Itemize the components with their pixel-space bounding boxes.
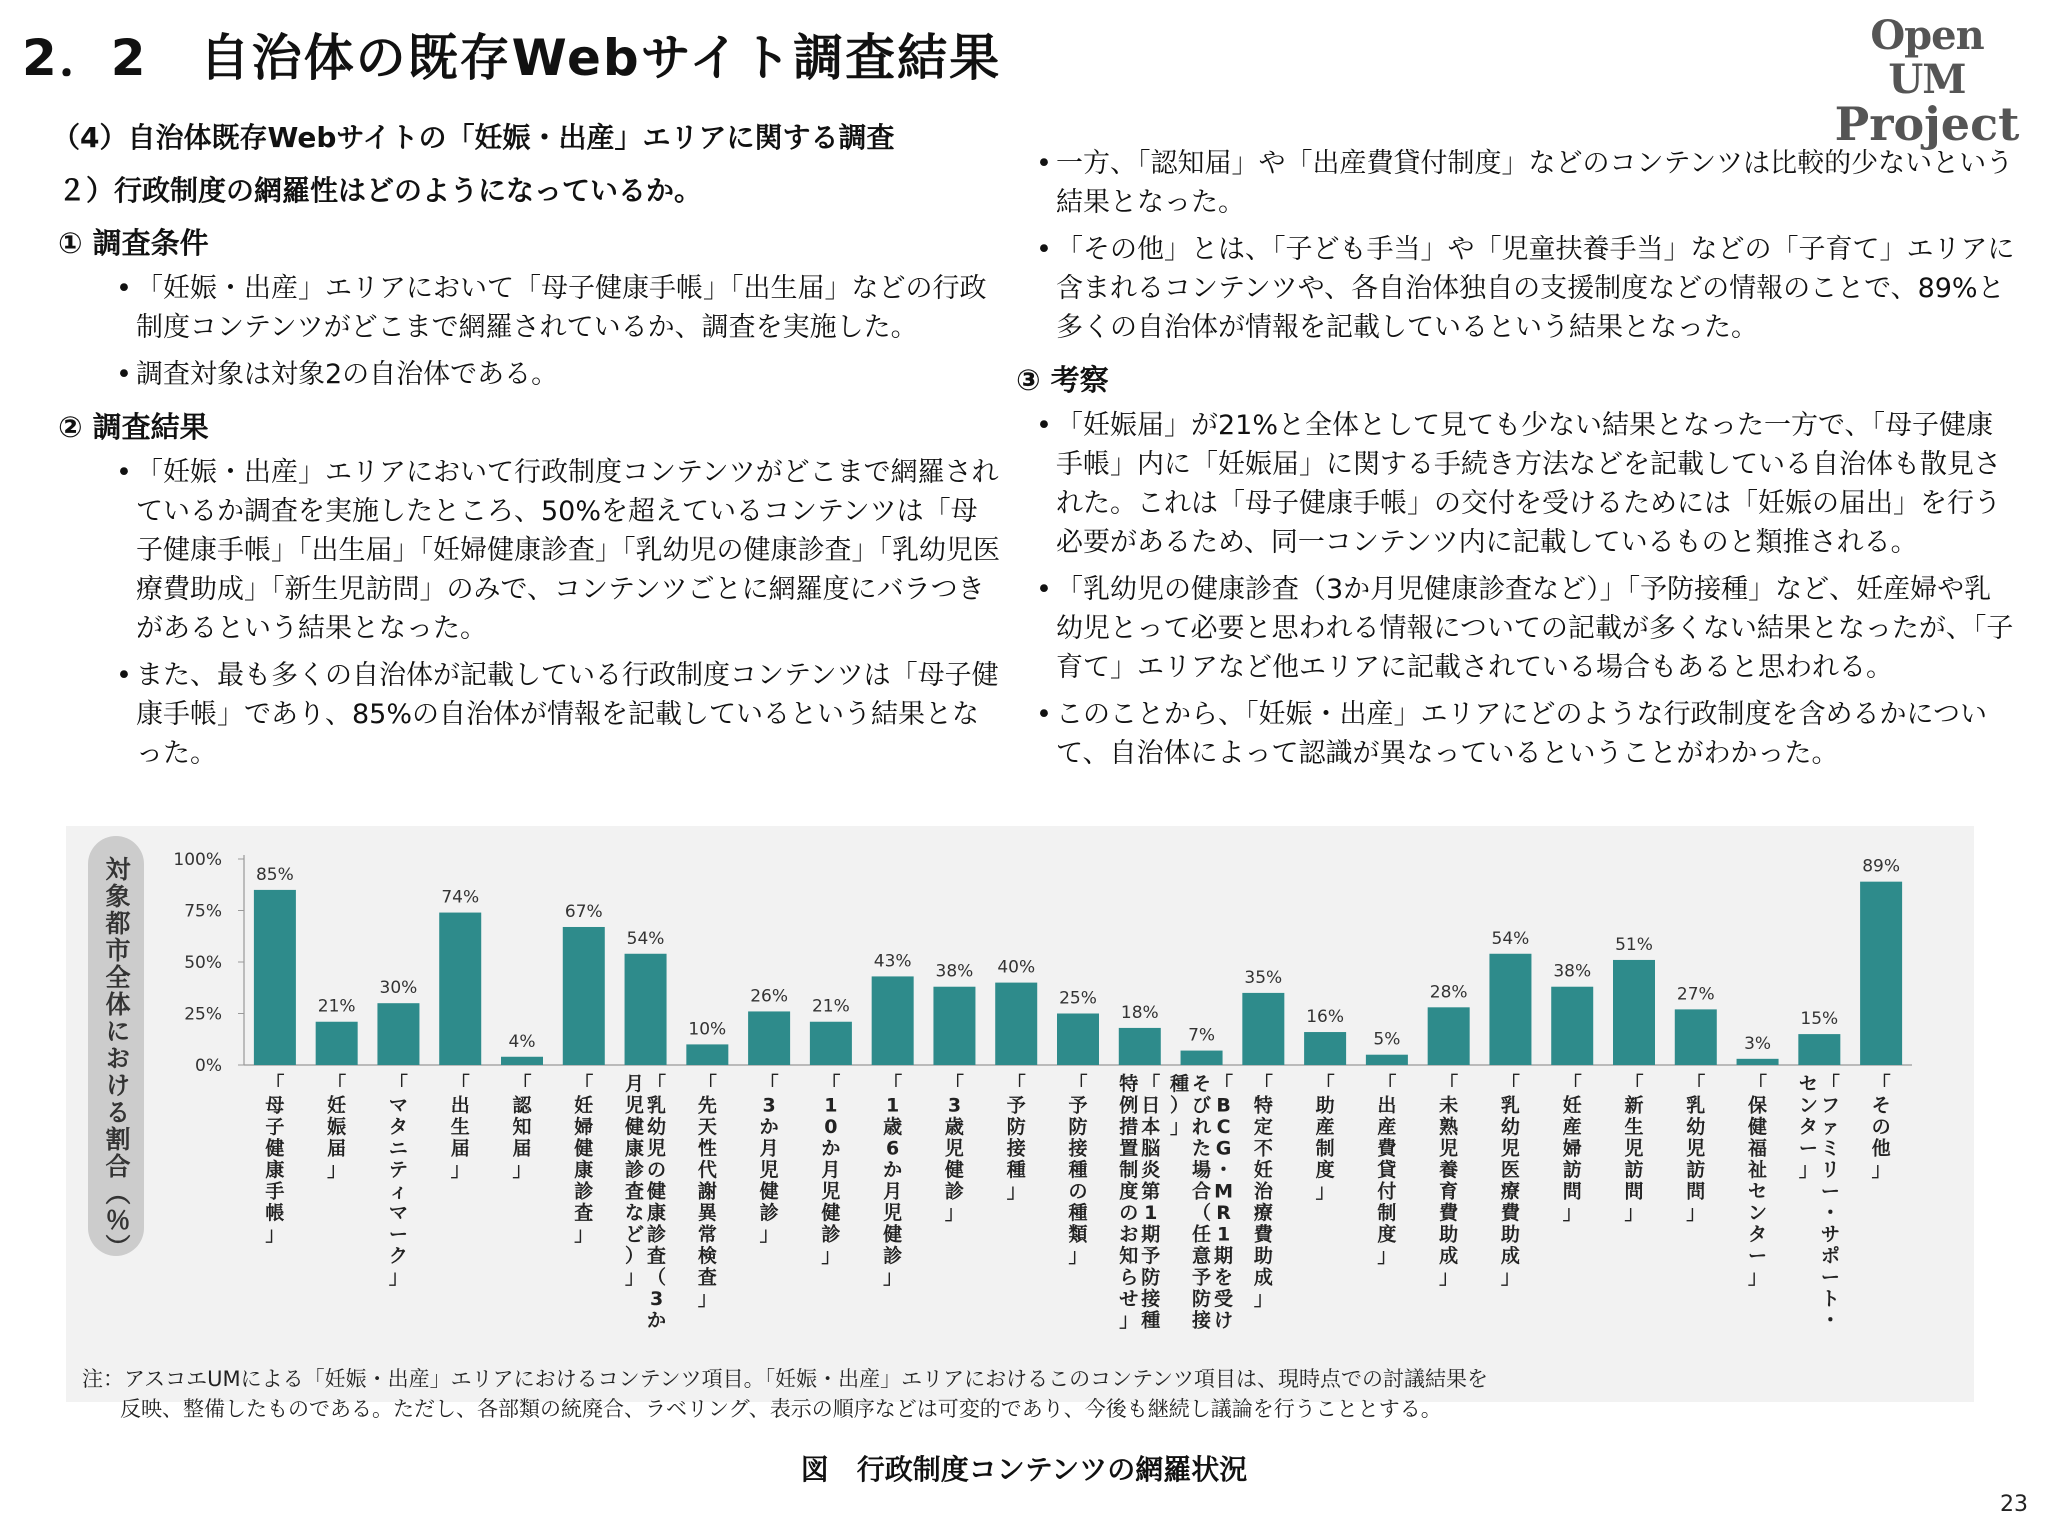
x-category-label: 「未熟児養育費助成」: [1439, 1073, 1459, 1289]
x-category-label: 「出産費貸付制度」: [1377, 1073, 1397, 1267]
bar: [1428, 1007, 1470, 1065]
bar: [439, 913, 481, 1065]
bar-data-label: 21%: [811, 996, 850, 1017]
y-tick-label: 25%: [184, 1004, 222, 1025]
bar: [1675, 1009, 1717, 1065]
bar: [377, 1003, 419, 1065]
bar: [254, 890, 296, 1065]
bar: [1860, 882, 1902, 1065]
bar: [1798, 1034, 1840, 1065]
bar-data-label: 7%: [1188, 1025, 1216, 1046]
x-category-label: 「妊娠届」: [327, 1073, 347, 1181]
bar-data-label: 25%: [1059, 988, 1097, 1009]
bar-data-label: 10%: [688, 1019, 727, 1040]
logo-line2: Project: [1834, 97, 2020, 151]
bar-data-label: 74%: [441, 887, 480, 908]
bar-data-label: 54%: [1491, 928, 1530, 949]
page-title: 2．2 自治体の既存Webサイト調査結果: [22, 29, 1002, 87]
bar-data-label: 38%: [1553, 961, 1592, 982]
x-category-label: 「母子健康手帳」: [265, 1073, 285, 1246]
bar: [501, 1057, 543, 1065]
bar: [933, 987, 975, 1065]
y-axis-label: 対象都市全体における割合（％）: [102, 856, 131, 1261]
logo-line1: Open UM: [1870, 12, 1984, 103]
bar-data-label: 4%: [508, 1031, 536, 1052]
x-category-label: 「妊産婦訪問」: [1562, 1073, 1582, 1224]
x-category-label: 「保健福祉センター」: [1748, 1073, 1768, 1289]
bar: [1057, 1014, 1099, 1066]
bar: [1551, 987, 1593, 1065]
bar: [995, 983, 1037, 1065]
bar: [1304, 1032, 1346, 1065]
bar-data-label: 43%: [873, 951, 912, 972]
note-line1: 注：アスコエUMによる「妊娠・出産」エリアにおけるコンテンツ項目。「妊娠・出産」エリアにおけるこのコンテンツ項目は、現時点での討議結果を: [82, 1367, 1489, 1391]
x-category-label: 「予防接種の種類」: [1068, 1073, 1088, 1267]
x-category-label: 「 1 0 か月児健診」: [821, 1073, 841, 1267]
bar-data-label: 40%: [997, 957, 1036, 978]
bar-data-label: 26%: [750, 986, 789, 1007]
survey-subheading: ２）行政制度の網羅性はどのようになっているか。: [58, 174, 703, 207]
discussion-bullet: • 「妊娠届」が21%と全体として見ても少ない結果となった一方で、「母子健康手帳」内に「妊娠届」に関する手続き方法などを記載している自治体も散見された。これは「母子健康手帳」の交付を受けるためには「妊娠の届出」を行う必要があるため、同一コンテンツ内に記載しているものと類推される。: [1036, 406, 2016, 562]
bar: [625, 954, 667, 1065]
survey-heading: （4）自治体既存Webサイトの「妊娠・出産」エリアに関する調査: [52, 121, 895, 154]
x-category-label: 「乳幼児医療費助成」: [1500, 1073, 1520, 1289]
y-tick-label: 75%: [184, 901, 222, 922]
bar: [1242, 993, 1284, 1065]
x-category-label: 「予防接種」: [1006, 1073, 1026, 1203]
x-category-label: 「認知届」: [512, 1073, 532, 1181]
bar-data-label: 28%: [1429, 982, 1468, 1003]
x-category-label: 「助産制度」: [1315, 1073, 1335, 1203]
x-category-label: 「 1 歳 6 か月児健診」: [883, 1073, 903, 1289]
bar-data-label: 15%: [1800, 1009, 1839, 1030]
bar-data-label: 21%: [317, 996, 356, 1017]
x-category-label: 「 3 か月児健診」: [759, 1073, 779, 1246]
x-category-label: 「妊婦健康診査」: [574, 1073, 594, 1246]
bar: [1119, 1028, 1161, 1065]
results-bullet: • 「その他」とは、「子ども手当」や「児童扶養手当」などの「子育て」エリアに含まれるコンテンツや、各自治体独自の支援制度などの情報のことで、89%と多くの自治体が情報を記載しているという結果となった。: [1036, 230, 2016, 347]
bar-data-label: 27%: [1676, 984, 1715, 1005]
page-number: 23: [2000, 1492, 2028, 1517]
bar-data-label: 3%: [1744, 1033, 1772, 1054]
bar: [1181, 1051, 1223, 1065]
y-tick-label: 50%: [184, 953, 222, 973]
y-tick-label: 100%: [173, 850, 222, 870]
discussion-bullet: • このことから、「妊娠・出産」エリアにどのような行政制度を含めるかについて、自治体によって認識が異なっているということがわかった。: [1036, 695, 2016, 773]
x-category-label: 「マタニティマーク」: [388, 1073, 408, 1289]
x-category-label: 「新生児訪問」: [1624, 1073, 1644, 1224]
results-bullet: • 「妊娠・出産」エリアにおいて行政制度コンテンツがどこまで網羅されているか調査を実施したところ、50%を超えているコンテンツは「母子健康手帳」「出生届」「妊婦健康診査」「乳幼児の健康診査」「乳幼児医療費助成」「新生児訪問」のみで、コンテンツごとに網羅度にバラつきがあるという結果となった。: [116, 453, 1002, 648]
bar: [316, 1022, 358, 1065]
section-conditions-title: ① 調査条件: [58, 226, 209, 260]
bar: [1737, 1059, 1779, 1065]
x-category-label: 「特定不妊治療費助成」: [1253, 1073, 1273, 1310]
bar-data-label: 5%: [1373, 1029, 1401, 1050]
x-category-label: 「 B C G ・ M R 1 期を受けそびれた場合（任意予防接種）」: [1170, 1073, 1234, 1332]
bar-data-label: 51%: [1615, 934, 1653, 955]
bar: [1366, 1055, 1408, 1065]
x-category-label: 「乳幼児の健康診査（ 3 か月児健康診査など）」: [625, 1073, 667, 1332]
note-line2: 反映、整備したものである。ただし、各部類の統廃合、ラベリング、表示の順序などは可変的であり、今後も継続し議論を行うこととする。: [120, 1397, 1442, 1421]
section-discussion-title: ③ 考察: [1016, 363, 1109, 397]
results-bullet: • 一方、「認知届」や「出産費貸付制度」などのコンテンツは比較的少ないという結果となった。: [1036, 144, 2016, 222]
bar-data-label: 18%: [1120, 1002, 1159, 1023]
y-tick-label: 0%: [195, 1056, 222, 1076]
bar: [810, 1022, 852, 1065]
bar-data-label: 38%: [935, 961, 974, 982]
section-results-title: ② 調査結果: [58, 410, 209, 444]
bar: [872, 976, 914, 1065]
bar: [1613, 960, 1655, 1065]
bar-data-label: 16%: [1306, 1007, 1345, 1028]
figure-caption: 図 行政制度コンテンツの網羅状況: [800, 1453, 1248, 1486]
conditions-bullet: • 「妊娠・出産」エリアにおいて「母子健康手帳」「出生届」などの行政制度コンテンツがどこまで網羅されているか、調査を実施した。: [116, 269, 1002, 347]
x-category-label: 「 3 歳児健診」: [944, 1073, 964, 1224]
x-category-label: 「乳幼児訪問」: [1686, 1073, 1706, 1224]
bar: [748, 1011, 790, 1065]
chart-note: [82, 1364, 1642, 1424]
bar: [686, 1044, 728, 1065]
bar-data-label: 85%: [255, 864, 294, 885]
bar-data-label: 35%: [1244, 967, 1283, 988]
x-category-label: 「その他」: [1871, 1073, 1891, 1181]
bar: [563, 927, 605, 1065]
bar-data-label: 89%: [1862, 856, 1901, 877]
bar-data-label: 67%: [564, 901, 603, 922]
bar: [1489, 954, 1531, 1065]
discussion-bullet: • 「乳幼児の健康診査（3か月児健康診査など）」「予防接種」など、妊産婦や乳幼児とって必要と思われる情報についての記載が多くない結果となったが、「子育て」エリアなど他エリアに記載されている場合もあると思われる。: [1036, 570, 2016, 687]
x-category-label: 「ファミリー・サポート・センター」: [1798, 1073, 1840, 1332]
conditions-bullet: • 調査対象は対象2の自治体である。: [116, 355, 1002, 394]
x-category-label: 「日本脳炎第 1 期予防接種特例措置制度のお知らせ」: [1119, 1073, 1161, 1332]
bar-data-label: 30%: [379, 978, 418, 999]
results-bullet: • また、最も多くの自治体が記載している行政制度コンテンツは「母子健康手帳」であり、85%の自治体が情報を記載しているという結果となった。: [116, 656, 1002, 773]
x-category-label: 「出生届」: [450, 1073, 470, 1181]
x-category-label: 「先天性代謝異常検査」: [697, 1073, 717, 1310]
bar-data-label: 54%: [626, 928, 665, 949]
